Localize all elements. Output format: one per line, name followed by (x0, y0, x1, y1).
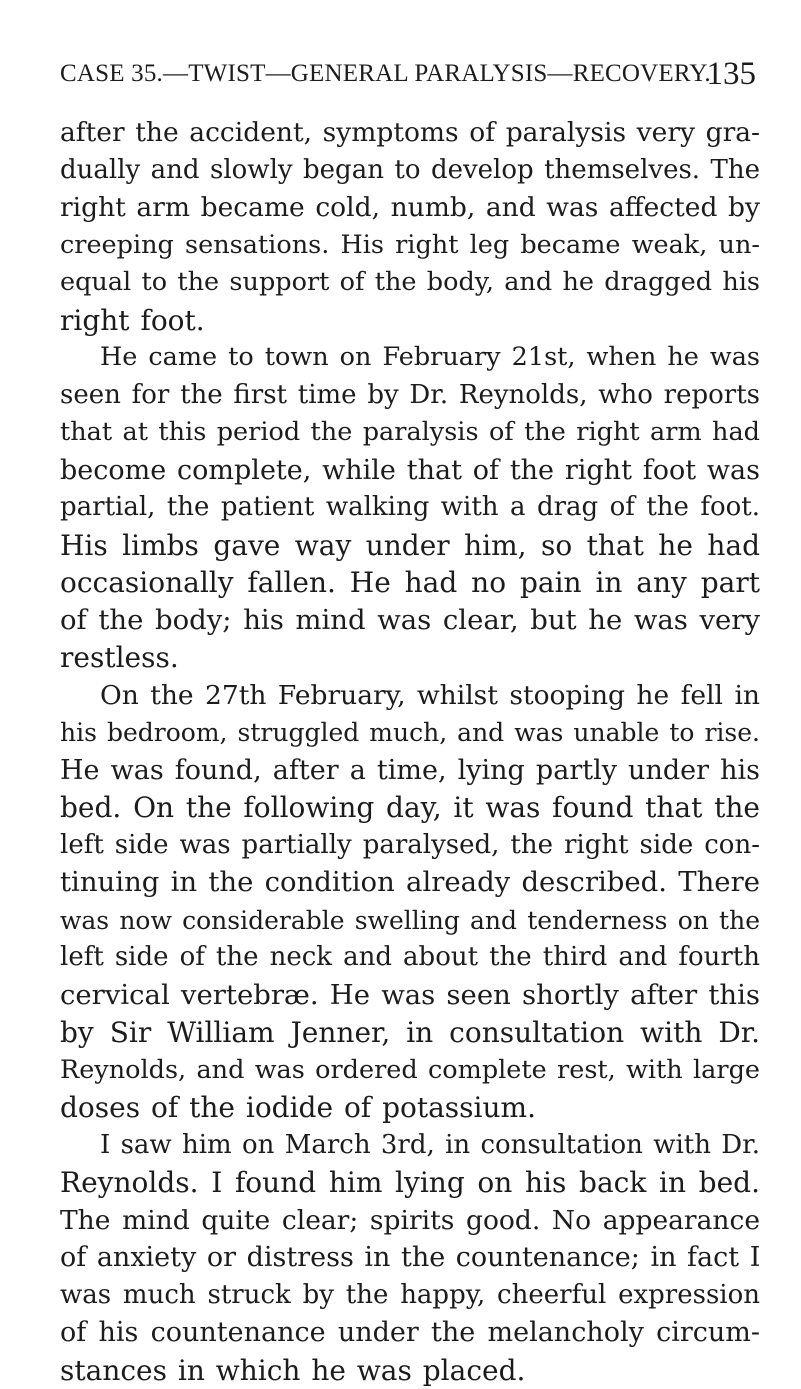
text-line: partial, the patient walking with a drag of the foot. (60, 489, 760, 527)
text-line: tinuing in the condition already described. There (60, 864, 760, 902)
text-line: doses of the iodide of potassium. (60, 1089, 760, 1127)
text-line: occasionally fallen. He had no pain in any part (60, 564, 760, 602)
text-line: dually and slowly began to develop themselves. The (60, 152, 760, 190)
text-line: Reynolds, and was ordered complete rest, with large (60, 1052, 760, 1090)
text-line: The mind quite clear; spirits good. No appearance (60, 1202, 760, 1240)
paragraph-start-line: I saw him on March 3rd, in consultation with Dr. (60, 1127, 760, 1165)
text-line: of the body; his mind was clear, but he was very (60, 602, 760, 640)
text-line: of anxiety or distress in the countenance; in fact I (60, 1239, 760, 1277)
text-line: that at this period the paralysis of the right arm had (60, 414, 760, 452)
text-line: after the accident, symptoms of paralysis very gra- (60, 114, 760, 152)
text-line: was now considerable swelling and tenderness on the (60, 902, 760, 940)
paragraph-start-line: He came to town on February 21st, when he was (60, 339, 760, 377)
text-line: left side was partially paralysed, the right side con- (60, 827, 760, 865)
paragraph-start-line: On the 27th February, whilst stooping he fell in (60, 677, 760, 715)
text-line: His limbs gave way under him, so that he had (60, 527, 760, 565)
text-line: by Sir William Jenner, in consultation with Dr. (60, 1014, 760, 1052)
text-line: left side of the neck and about the third and fourth (60, 939, 760, 977)
text-line: of his countenance under the melancholy circum- (60, 1314, 760, 1352)
text-line: become complete, while that of the right foot was (60, 452, 760, 490)
running-head (60, 60, 760, 94)
body-text (60, 114, 760, 1389)
running-title: CASE 35.—TWIST—GENERAL PARALYSIS—RECOVERY. (60, 60, 711, 88)
text-line: He was found, after a time, lying partly under his (60, 752, 760, 790)
text-line: right arm became cold, numb, and was affected by (60, 189, 760, 227)
text-line: right foot. (60, 302, 760, 340)
text-line: cervical vertebræ. He was seen shortly after this (60, 977, 760, 1015)
text-line: was much struck by the happy, cheerful expression (60, 1277, 760, 1315)
page-number: 135 (707, 56, 757, 93)
text-line: stances in which he was placed. (60, 1352, 760, 1389)
text-line: restless. (60, 639, 760, 677)
text-line: Reynolds. I found him lying on his back in bed. (60, 1164, 760, 1202)
text-line: creeping sensations. His right leg became weak, un- (60, 227, 760, 265)
text-line: equal to the support of the body, and he dragged his (60, 264, 760, 302)
text-line: bed. On the following day, it was found that the (60, 789, 760, 827)
text-line: seen for the first time by Dr. Reynolds, who reports (60, 377, 760, 415)
text-line: his bedroom, struggled much, and was unable to rise. (60, 714, 760, 752)
